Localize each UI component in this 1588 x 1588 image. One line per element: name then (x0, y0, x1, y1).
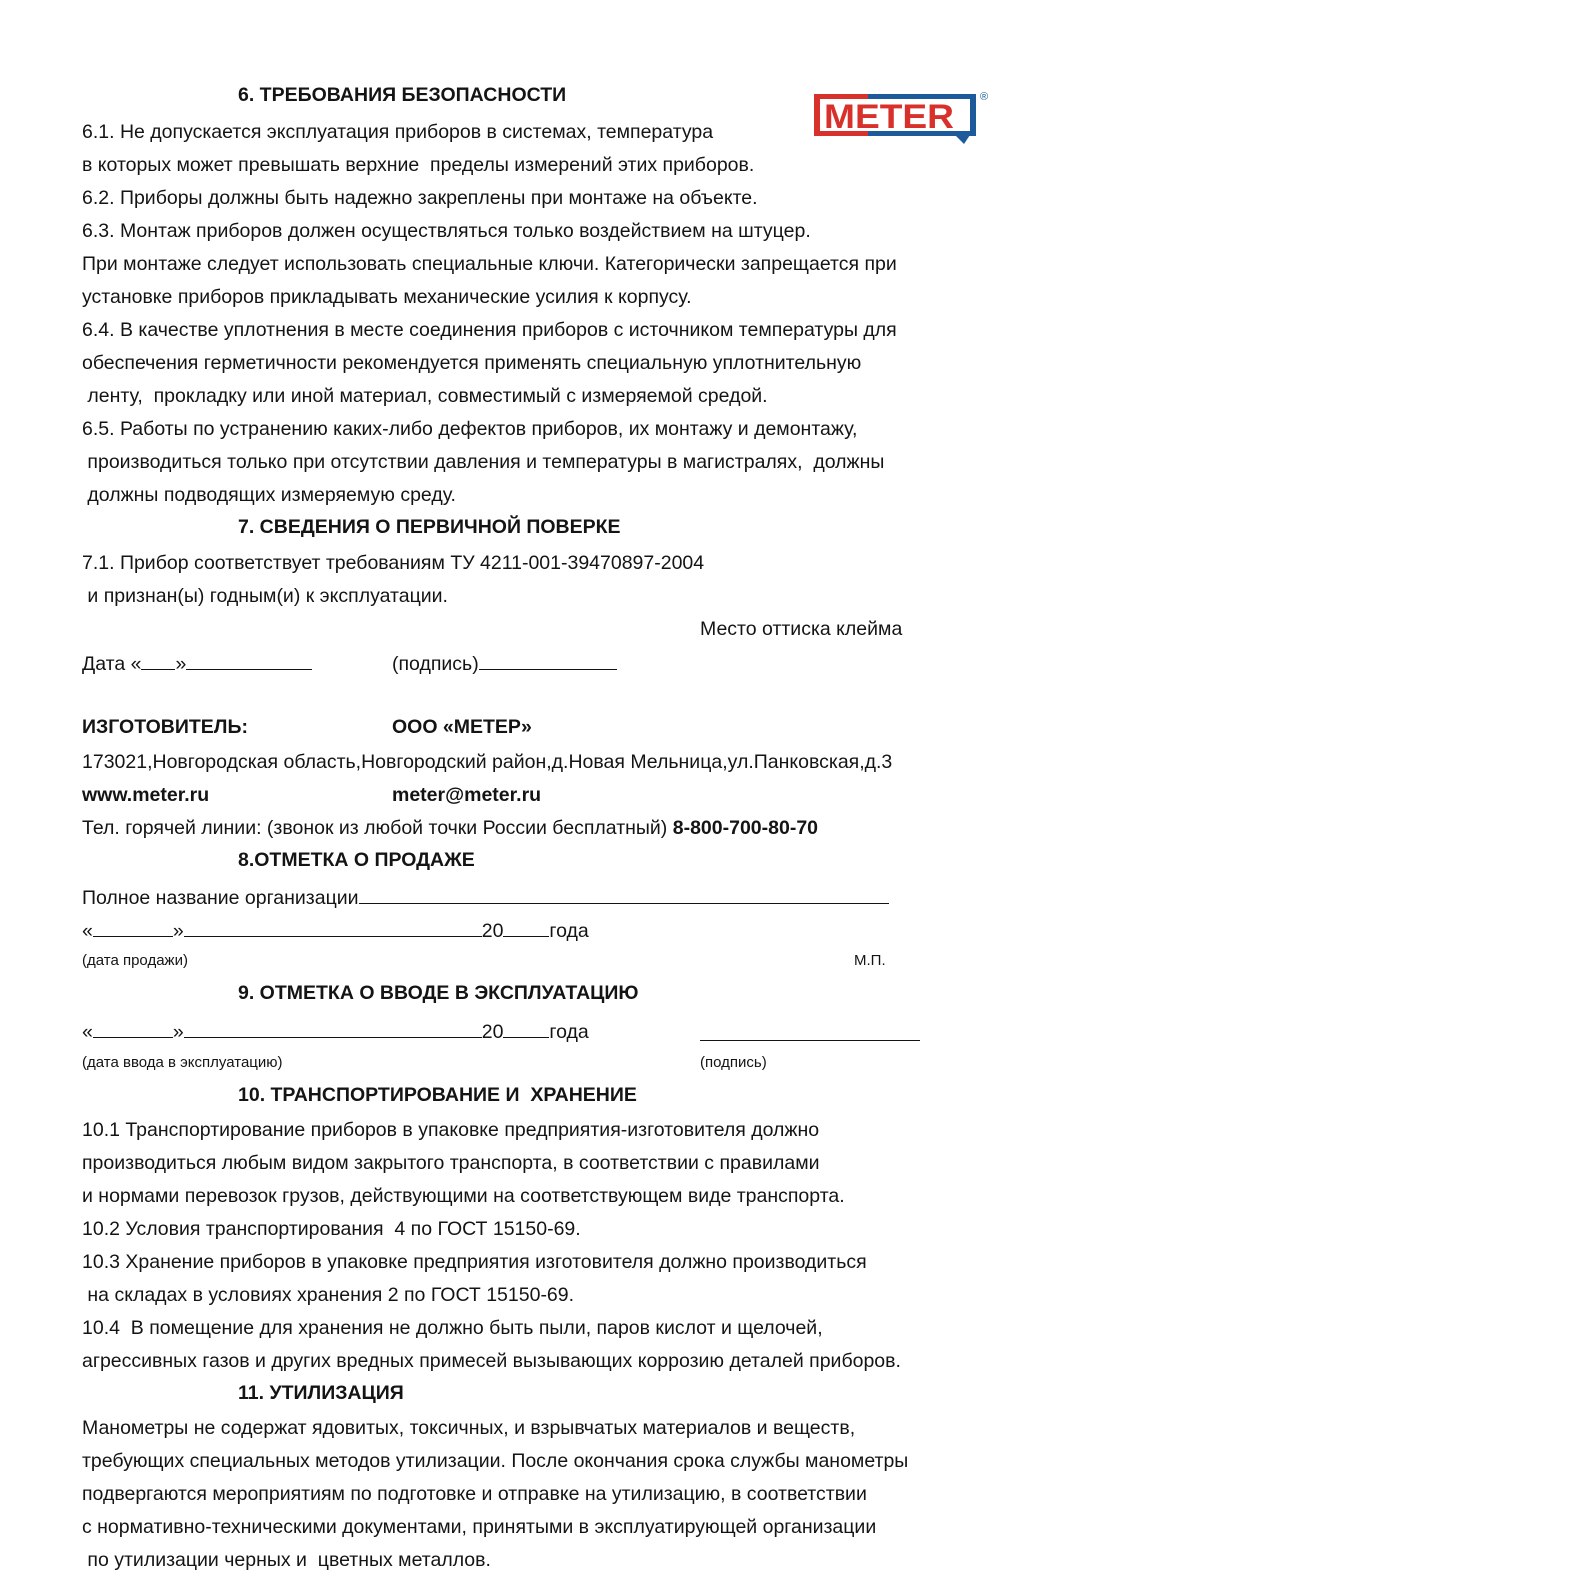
s6-line: 6.5. Работы по устранению каких-либо дефектов приборов, их монтажу и демонтажу, (82, 418, 858, 440)
s6-line: в которых может превышать верхние пределы измерений этих приборов. (82, 154, 755, 176)
s10-line: и нормами перевозок грузов, действующими на соответствующем виде транспорта. (82, 1185, 845, 1207)
manufacturer-address: 173021,Новгородская область,Новгородский район,д.Новая Мельница,ул.Панковская,д.3 (82, 751, 893, 773)
org-name-label: Полное название организации (82, 887, 359, 909)
hotline-text: Тел. горячей линии: (звонок из любой точки России бесплатный) (82, 817, 673, 839)
s6-line: 6.3. Монтаж приборов должен осуществляться только воздействием на штуцер. (82, 220, 811, 242)
date-quote-close: » (175, 653, 187, 675)
s7-line: и признан(ы) годным(и) к эксплуатации. (82, 585, 448, 607)
commission-month-blank[interactable] (184, 1018, 482, 1038)
hotline-row (82, 816, 818, 840)
registered-mark: ® (980, 91, 989, 103)
commission-day-blank[interactable] (93, 1018, 173, 1038)
org-name-blank[interactable] (359, 884, 889, 904)
year-suffix: года (549, 1021, 589, 1043)
s10-line: 10.3 Хранение приборов в упаковке предприятия изготовителя должно производиться (82, 1251, 867, 1273)
section-6-title: 6. ТРЕБОВАНИЯ БЕЗОПАСНОСТИ (238, 84, 567, 106)
quote-close: » (172, 920, 184, 942)
commission-date-caption: (дата ввода в эксплуатацию) (82, 1054, 283, 1071)
manufacturer-label: ИЗГОТОВИТЕЛЬ: (82, 716, 248, 738)
month-blank[interactable] (186, 650, 312, 670)
commission-year-blank[interactable] (503, 1018, 549, 1038)
org-name-row (82, 884, 889, 910)
s10-line: агрессивных газов и других вредных примесей вызывающих коррозию деталей приборов. (82, 1350, 901, 1372)
section-7-title: 7. СВЕДЕНИЯ О ПЕРВИЧНОЙ ПОВЕРКЕ (238, 516, 621, 538)
s11-line: требующих специальных методов утилизации. После окончания срока службы манометры (82, 1450, 909, 1472)
quote-close: » (172, 1021, 184, 1043)
commission-signature-caption: (подпись) (700, 1054, 767, 1071)
hotline-phone[interactable]: 8-800-700-80-70 (672, 817, 819, 839)
sale-date-row (82, 917, 589, 943)
quote-open: « (82, 1021, 93, 1043)
sale-date-caption: (дата продажи) (82, 952, 188, 969)
sale-month-blank[interactable] (184, 917, 482, 937)
s11-line: Манометры не содержат ядовитых, токсичных, и взрывчатых материалов и веществ, (82, 1417, 856, 1439)
s6-line: производиться только при отсутствии давления и температуры в магистралях, должны (82, 451, 885, 473)
website-link[interactable]: www.meter.ru (82, 784, 210, 806)
commission-date-row (82, 1018, 589, 1044)
section-11-title: 11. УТИЛИЗАЦИЯ (238, 1382, 404, 1404)
quote-open: « (82, 920, 93, 942)
verification-date-row (82, 650, 312, 676)
stamp-place-label: Место оттиска клейма (700, 618, 903, 640)
s6-line: ленту, прокладку или иной материал, совместимый с измеряемой средой. (82, 385, 768, 407)
s10-line: производиться любым видом закрытого транспорта, в соответствии с правилами (82, 1152, 820, 1174)
s6-line: установке приборов прикладывать механические усилия к корпусу. (82, 286, 692, 308)
section-8-title: 8.ОТМЕТКА О ПРОДАЖЕ (238, 849, 475, 871)
seal-place-label: М.П. (854, 952, 886, 969)
s6-line: 6.1. Не допускается эксплуатация приборов в системах, температура (82, 121, 714, 143)
year-suffix: года (549, 920, 589, 942)
year-prefix: 20 (481, 1021, 504, 1043)
year-prefix: 20 (481, 920, 504, 942)
s10-line: 10.2 Условия транспортирования 4 по ГОСТ 15150-69. (82, 1218, 581, 1240)
s10-line: 10.4 В помещение для хранения не должно быть пыли, паров кислот и щелочей, (82, 1317, 823, 1339)
logo-arrow-icon (952, 132, 972, 144)
s11-line: по утилизации черных и цветных металлов. (82, 1549, 491, 1571)
s10-line: на складах в условиях хранения 2 по ГОСТ 15150-69. (82, 1284, 575, 1306)
signature-blank[interactable] (479, 650, 617, 670)
commission-signature-blank[interactable] (700, 1040, 920, 1041)
section-9-title: 9. ОТМЕТКА О ВВОДЕ В ЭКСПЛУАТАЦИЮ (238, 982, 639, 1004)
s6-line: 6.2. Приборы должны быть надежно закреплены при монтаже на объекте. (82, 187, 758, 209)
email-link[interactable]: meter@meter.ru (392, 784, 542, 806)
s6-line: 6.4. В качестве уплотнения в месте соединения приборов с источником температуры для (82, 319, 897, 341)
sale-year-blank[interactable] (503, 917, 549, 937)
s10-line: 10.1 Транспортирование приборов в упаковке предприятия-изготовителя должно (82, 1119, 820, 1141)
verification-signature-row (392, 650, 617, 676)
s6-line: обеспечения герметичности рекомендуется применять специальную уплотнительную (82, 352, 862, 374)
s6-line: При монтаже следует использовать специальные ключи. Категорически запрещается при (82, 253, 897, 275)
signature-label: (подпись) (392, 653, 479, 675)
section-10-title: 10. ТРАНСПОРТИРОВАНИЕ И ХРАНЕНИЕ (238, 1084, 637, 1106)
manufacturer-name: ООО «МЕТЕР» (392, 716, 532, 738)
s11-line: подвергаются мероприятиям по подготовке и отправке на утилизацию, в соответствии (82, 1483, 867, 1505)
logo-text: METER (824, 98, 954, 136)
meter-logo (812, 86, 992, 150)
s6-line: должны подводящих измеряемую среду. (82, 484, 456, 506)
sale-day-blank[interactable] (93, 917, 173, 937)
day-blank[interactable] (141, 650, 175, 670)
s11-line: с нормативно-техническими документами, принятыми в эксплуатирующей организации (82, 1516, 877, 1538)
date-label: Дата « (82, 653, 142, 675)
s7-line: 7.1. Прибор соответствует требованиям ТУ 4211-001-39470897-2004 (82, 552, 705, 574)
